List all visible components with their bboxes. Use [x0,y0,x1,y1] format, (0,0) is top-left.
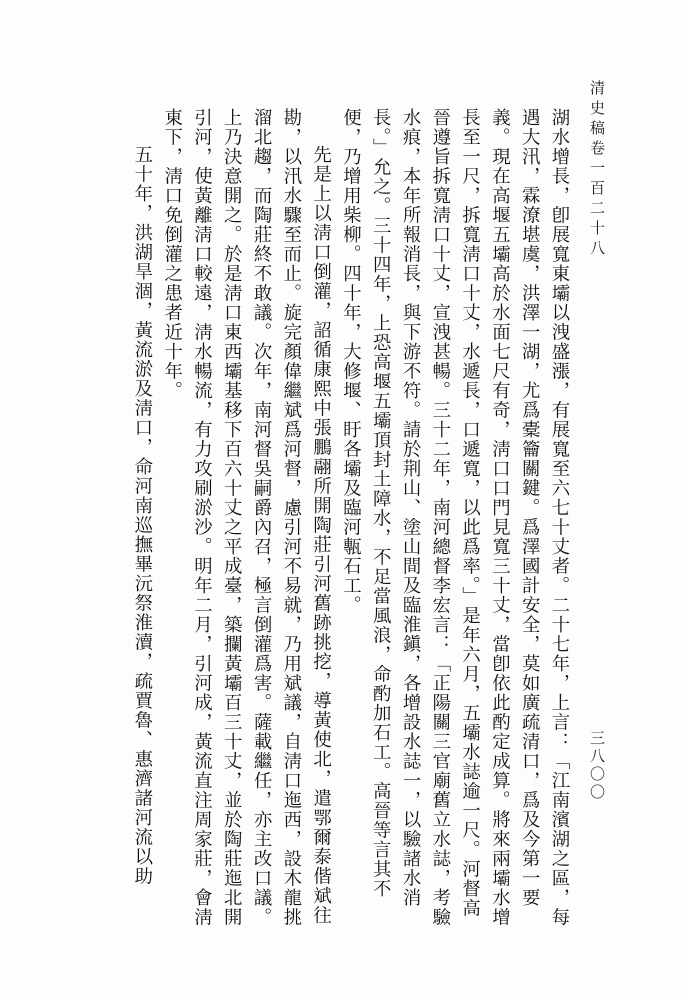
page-number: 三八〇〇 [588,730,606,802]
paragraph-2: 先是上以淸口倒灌，詔循康熙中張鵬翮所開陶莊引河舊跡挑挖，導黃使北，遣鄂爾泰偕斌往勘，以汛水驟至而止。旋完顏偉繼斌爲河督，慮引河不易就，乃用斌議，自淸口迤西，設木龍挑溜北趨，而陶莊終不敢議。次年，南河督吳嗣爵內召，極言倒灌爲害。薩載繼任，亦主改口議。上乃決意開之。於是淸口東西壩基移下百六十丈之平成臺，築攔黃壩百三十丈，並於陶莊迤北開引河，使黃離淸口較遠，淸水暢流，有力攻刷淤沙。明年二月，引河成，黃流直注周家莊，會淸東下，淸口免倒灌之患者近十年。 [161,108,332,927]
paragraph-1: 湖水增長，卽展寬東壩以洩盛漲，有展寬至六七十丈者。二十七年，上言：「江南濱湖之區，每遇大汛，霖潦堪虞，洪澤一湖，尤爲橐籥關鍵。爲澤國計安全，莫如廣疏清口，爲及今第一要義。現在高堰五壩高於水面七尺有奇，淸口口門見寬三十丈，當卽依此酌定成算。將來兩壩水增長至一尺，拆寬淸口十丈，水遞長，口遞寬，以此爲率。」是年六月，五壩水誌逾一尺。河督高晉遵旨拆寬淸口十丈，宣洩甚暢。三十二年，南河總督李宏言：「正陽關三官廟舊立水誌，考驗水痕，本年所報消長，與下游不符。請於荆山、塗山間及臨淮鎭，各增設水誌一，以驗諸水消長。」允之。三十四年，上恐高堰五壩頂封土障水，不足當風浪，命酌加石工。高晉等言其不便，乃增用柴柳。四十年，大修堰、盱各壩及臨河甎石工。 [340,108,570,927]
main-text-block [104,108,574,928]
running-title: 清史稿卷一百二十八 [588,80,606,260]
paragraph-3: 五十年，洪湖旱涸，黃流淤及淸口，命河南巡撫畢沅祭淮瀆，疏賈魯、惠濟諸河流以助 [131,144,153,886]
